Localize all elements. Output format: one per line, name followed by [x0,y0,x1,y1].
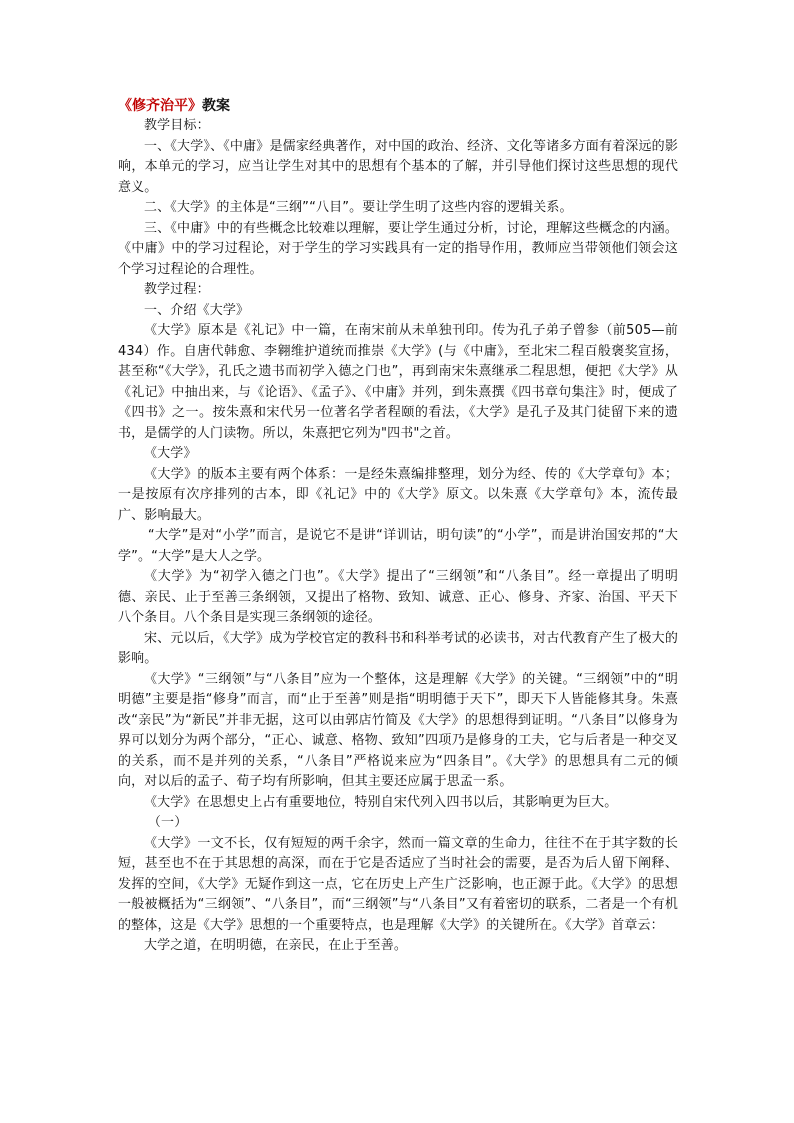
title-book-name: 《修齐治平》 [118,98,202,114]
paragraph-song-yuan: 宋、元以后，《大学》成为学校官定的教科书和科举考试的必读书，对古代教育产生了极大的影响。 [118,630,678,666]
paragraph-daxue-origin: 《大学》原本是《礼记》中一篇，在南宋前从未单独刊印。传为孔子弟子曾参（前505—前434）作。自唐代韩愈、李翱维护道统而推崇《大学》(与《中庸》，至北宋二程百般褒奖宣扬，甚至称“《大学》，孔氏之遗书而初学入德之门也”，再到南宋朱熹继承二程思想，便把《大学》从《礼记》中抽出来，与《论语》、《孟子》、《中庸》并列，到朱熹撰《四书章句集注》时，便成了《四书》之一。按朱熹和宋代另一位著名学者程颐的看法，《大学》是孔子及其门徒留下来的遗书，是儒学的人门读物。所以，朱熹把它列为"四书"之首。 [118,323,678,441]
paragraph-quote: 大学之道，在明明德，在亲民，在止于至善。 [144,938,408,953]
paragraph-daxue-versions: 《大学》的版本主要有两个体系：一是经朱熹编排整理，划分为经、传的《大学章句》本；一是按原有次序排列的古本，即《礼记》中的《大学》原文。以朱熹《大学章句》本，流传最广、影响最大。 [118,466,678,523]
paragraph-objective-3: 三、《中庸》中的有些概念比较难以理解，要让学生通过分析，讨论，理解这些概念的内涵。《中庸》中的学习过程论，对于学生的学习实践具有一定的指导作用，教师应当带领他们领会这个学习过程论的合理性。 [118,220,678,277]
document-page [118,96,678,957]
paragraph-importance: 《大学》在思想史上占有重要地位，特别自宋代列入四书以后，其影响更为巨大。 [144,794,618,810]
paragraph-section-intro: 一、介绍《大学》 [144,302,250,318]
paragraph-objective-2: 二、《大学》的主体是“三纲”“八目”。要让学生明了这些内容的逻辑关系。 [144,200,573,215]
paragraph-objective-1: 一、《大学》、《中庸》是儒家经典著作，对中国的政治、经济、文化等诸多方面有着深远的影响，本单元的学习，应当让学生对其中的思想有个基本的了解，并引导他们探讨这些思想的现代意义。 [118,138,678,195]
paragraph-part-one: （一） [147,815,188,830]
paragraph-daxue-label: 《大学》 [144,446,197,461]
paragraph-analysis: 《大学》一文不长，仅有短短的两千余字，然而一篇文章的生命力，往往不在于其字数的长短，甚至也不在于其思想的高深，而在于它是否适应了当时社会的需要，是否为后人留下阐释、发挥的空间，《大学》无疑作到这一点，它在历史上产生广泛影响，也正源于此。《大学》的思想一般被概括为“三纲领”、“八条目”，而“三纲领”与“八条目”又有着密切的联系，二者是一个有机的整体，这是《大学》思想的一个重要特点，也是理解《大学》的关键所在。《大学》首章云： [118,835,678,933]
paragraph-whole-understanding: 《大学》“三纲领”与“八条目”应为一个整体，这是理解《大学》的关键。“三纲领”中的“明明德”主要是指“修身”而言，而“止于至善”则是指“明明德于天下”，即天下人皆能修其身。朱熹改“亲民”为“新民”并非无据，这可以由郭店竹简及《大学》的思想得到证明。“八条目”以修身为界可以划分为两个部分，“正心、诚意、格物、致知”四项乃是修身的工夫，它与后者是一种交叉的关系，而不是并列的关系，“八条目”严格说来应为“四条目”。《大学》的思想具有二元的倾向，对以后的孟子、荀子均有所影响，但其主要还应属于思孟一系。 [118,671,678,789]
paragraph-three-principles: 《大学》为“初学入德之门也”。《大学》提出了“三纲领”和“八条目”。经一章提出了明明德、亲民、止于至善三条纲领，又提出了格物、致知、诚意、正心、修身、齐家、治国、平天下八个条目。八个条目是实现三条纲领的途径。 [118,569,678,625]
document-title [118,96,678,116]
paragraph-process-heading: 教学过程： [144,282,210,297]
paragraph-daxue-meaning: “大学”是对“小学”而言，是说它不是讲“详训诂，明句读”的“小学”，而是讲治国安邦的“大学”。“大学”是大人之学。 [118,528,678,564]
title-suffix: 教案 [202,98,230,114]
paragraph-objectives-heading: 教学目标： [144,118,210,133]
